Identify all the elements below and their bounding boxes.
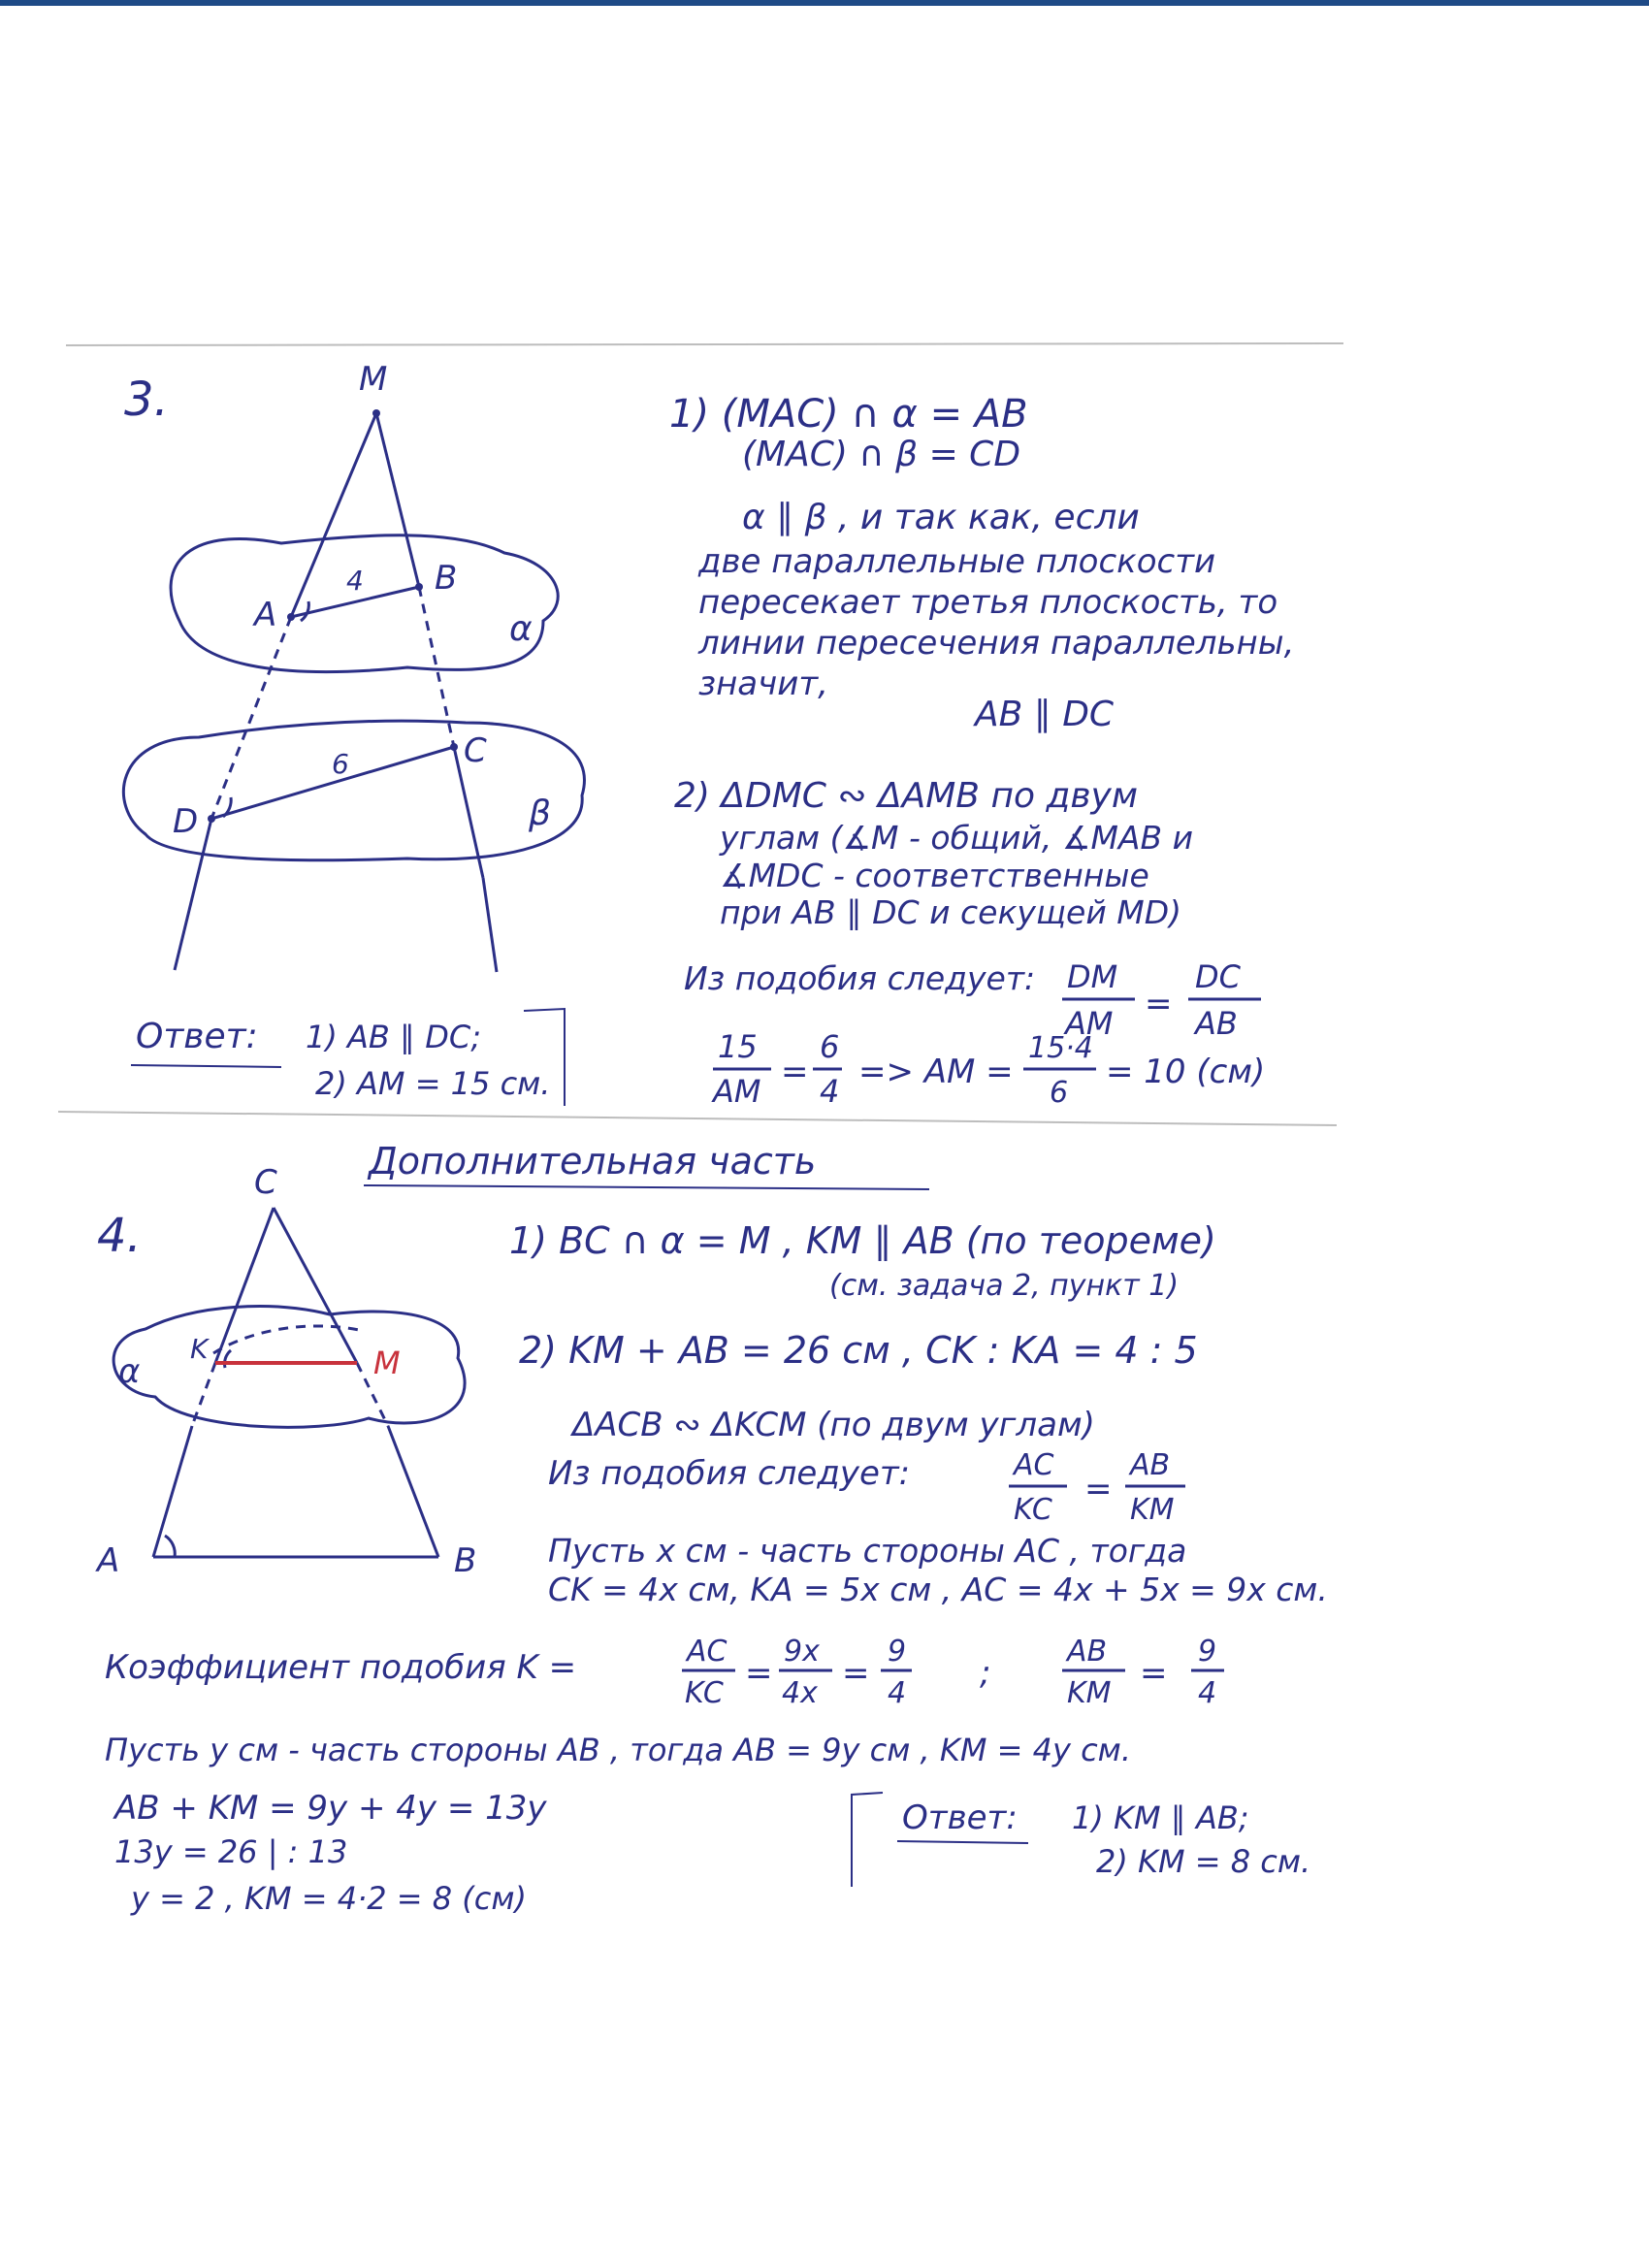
p3-eq-sign: = [1145,985,1173,1023]
point-M [372,409,380,417]
p4-answer-2: 2) KM = 8 см. [1096,1843,1311,1880]
p4-eq-sign-a: = [1084,1470,1113,1508]
rule-line-middle [58,1112,1337,1125]
p3-frac5-num: 15·4 [1028,1031,1093,1065]
line-K-down-dashed [192,1363,215,1426]
p3-answer-underline [131,1065,281,1067]
line-D-down [175,819,211,970]
p3-line-6: линии пересечения параллельны, [698,624,1295,663]
p3-frac3-den: AM [713,1073,761,1110]
p4-frac-f-den: KM [1067,1676,1112,1710]
figure-problem3 [123,413,584,972]
point-A [287,613,295,621]
p4-line-11: y = 2 , KM = 4·2 = 8 (см) [131,1880,527,1917]
plane-hidden-edge [213,1326,364,1353]
p4-frac-e-den: 4 [888,1676,907,1710]
p4-semicolon: ; [980,1654,991,1693]
angle-mark-A [301,601,308,621]
line-CK [215,1208,274,1363]
p3-line-3: α ∥ β , и так как, если [742,498,1140,537]
label-B-4: B [454,1541,477,1580]
p4-line-4: ΔACB ∾ ΔKCM (по двум углам) [572,1406,1095,1444]
plane-alpha-outline-4 [113,1307,465,1428]
p3-line-7: значит, [698,664,828,703]
rule-line-top [66,343,1343,345]
p3-line-9: 2) ΔDMC ∾ ΔAMB по двум [674,776,1139,816]
label-B: B [435,559,458,598]
length-AB: 4 [346,565,364,597]
p4-frac-a-den: KC [1014,1493,1052,1527]
p3-result: = 10 (см) [1106,1053,1266,1091]
label-A-4: A [97,1541,120,1580]
p3-line-8: AB ∥ DC [975,695,1115,734]
problem3-number: 3. [124,373,169,427]
p3-answer-1: 1) AB ∥ DC; [306,1019,481,1055]
p3-line-1: 1) (MAC) ∩ α = AB [669,392,1028,437]
p4-line-10: 13y = 26 | : 13 [114,1833,348,1870]
p3-frac2-num: DC [1195,958,1241,995]
label-A: A [254,596,277,634]
p3-frac4-den: 4 [820,1073,840,1110]
line-to-A [153,1426,192,1557]
label-M-4: M [373,1345,401,1381]
label-alpha-4: α [118,1352,141,1391]
line-AD-dashed [211,617,291,819]
p4-frac-g-num: 9 [1198,1635,1217,1669]
length-DC: 6 [332,748,349,780]
line-to-B [388,1426,438,1557]
p4-line-5: Из подобия следует: [548,1454,911,1493]
angle-mark-K [225,1350,231,1368]
p3-eq-sign-2: = [781,1053,809,1091]
label-D: D [173,802,199,841]
plane-alpha-outline [171,535,558,672]
p3-line-11: ∡MDC - соответственные [720,857,1149,894]
point-B [415,583,423,591]
p4-frac-a-num: AC [1014,1448,1054,1482]
p4-line-3: 2) KM + AB = 26 см , CK : KA = 4 : 5 [519,1329,1198,1372]
p4-frac-g-den: 4 [1198,1676,1217,1710]
point-D [208,815,215,823]
problem4-number: 4. [97,1209,142,1263]
p3-line-13: Из подобия следует: [684,959,1036,997]
p3-line-10: углам (∡M - общий, ∡MAB и [720,819,1194,857]
line-MB [376,413,419,587]
p4-eq-sign-f: = [1140,1654,1168,1693]
label-C: C [464,731,487,770]
p4-frac-d-den: 4x [782,1676,818,1710]
p4-frac-c-num: AC [687,1635,728,1669]
p4-frac-c-den: KC [685,1676,724,1710]
line-CM [274,1208,357,1363]
angle-mark-A-4 [165,1536,175,1557]
p4-line-1: 1) BC ∩ α = M , KM ∥ AB (по теореме) [509,1219,1216,1262]
p4-eq-sign-c: = [745,1654,773,1693]
p4-answer-underline [897,1841,1028,1843]
p4-frac-e-num: 9 [888,1635,907,1669]
p4-line-2: (см. задача 2, пункт 1) [829,1269,1180,1303]
label-alpha: α [509,609,533,649]
p4-answer-label: Ответ: [902,1798,1018,1837]
label-C-4: C [254,1163,277,1202]
p3-line-12: при AB ∥ DC и секущей MD) [720,893,1182,931]
p3-line-5: пересекает третья плоскость, то [698,583,1278,622]
p3-line-2: (MAC) ∩ β = CD [742,435,1021,474]
p4-eq-sign-d: = [842,1654,870,1693]
line-C-down [483,878,497,972]
p3-frac4-num: 6 [820,1028,840,1065]
p4-line-6: Пусть x см - часть стороны AC , тогда [548,1532,1187,1570]
p4-answer-bracket [852,1793,883,1887]
p3-frac1-num: DM [1067,958,1118,995]
p3-frac2-den: AB [1195,1005,1238,1042]
figure-problem4 [113,1208,465,1557]
label-K: K [190,1333,209,1365]
section-title: Дополнительная часть [369,1140,817,1183]
section-title-underline [364,1185,929,1189]
p3-line-4: две параллельные плоскости [698,542,1216,581]
label-beta: β [529,794,551,833]
p3-arrow-text: => AM = [858,1053,1014,1091]
p4-frac-f-num: AB [1067,1635,1108,1669]
point-C [450,743,458,751]
p3-frac5-den: 6 [1050,1076,1069,1110]
p3-frac3-num: 15 [718,1028,758,1065]
p3-answer-2: 2) AM = 15 см. [315,1065,551,1102]
p4-line-7: CK = 4x см, KA = 5x см , AC = 4x + 5x = 9x см. [548,1571,1328,1608]
p3-answer-label: Ответ: [136,1017,258,1056]
p4-answer-1: 1) KM ∥ AB; [1072,1799,1249,1836]
p4-coef-label: Коэффициент подобия K = [105,1648,577,1687]
label-M: M [359,360,388,399]
p4-frac-b-den: KM [1130,1493,1175,1527]
p3-frac1-den: AM [1065,1005,1114,1042]
p4-frac-d-num: 9x [784,1635,820,1669]
p4-frac-b-num: AB [1130,1448,1171,1482]
p4-line-8: Пусть y см - часть стороны AB , тогда AB = 9y см , KM = 4y см. [105,1732,1131,1768]
p4-line-9: AB + KM = 9y + 4y = 13y [114,1789,547,1828]
